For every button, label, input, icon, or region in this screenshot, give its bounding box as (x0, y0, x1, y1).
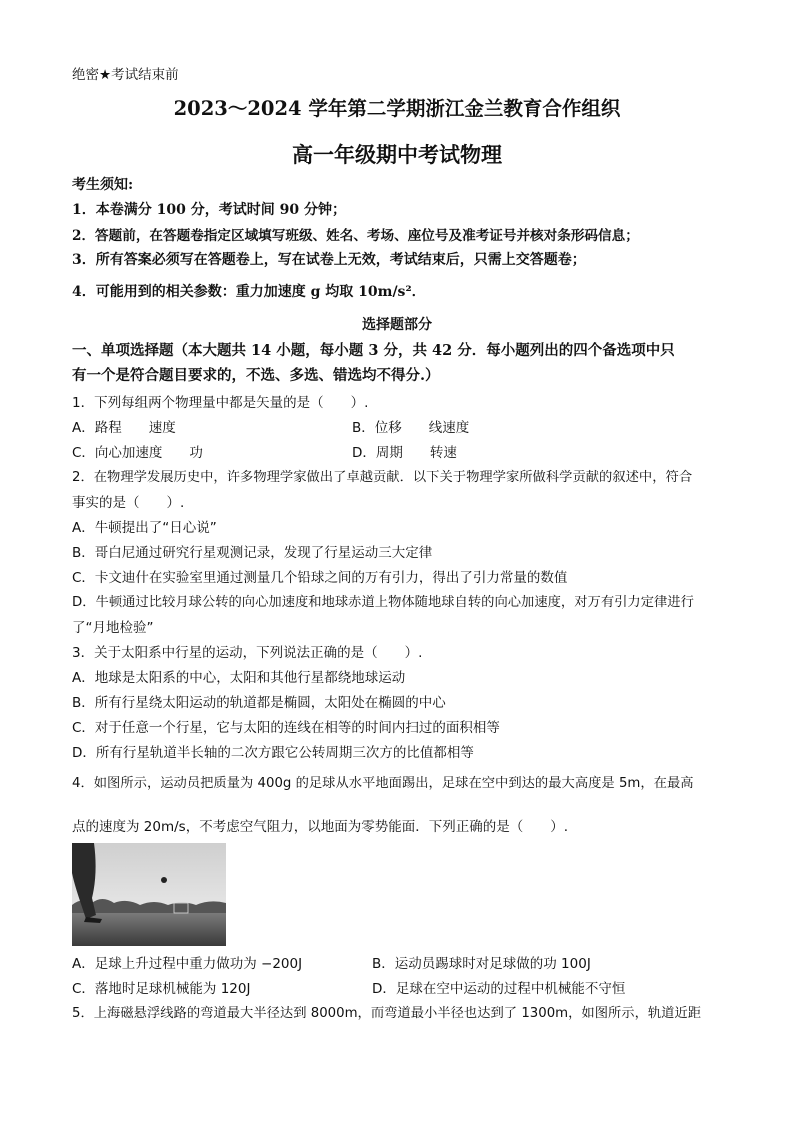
q1-option-a: A．路程 速度 (72, 420, 176, 436)
notice-item-3: 3．所有答案必须写在答题卷上，写在试卷上无效，考试结束后，只需上交答题卷； (72, 252, 586, 268)
notice-item-4: 4．可能用到的相关参数：重力加速度 g 均取 10m/s²． (72, 284, 426, 300)
q2-option-d-line1: D．牛顿通过比较月球公转的向心加速度和地球赤道上物体随地球自转的向心加速度，对万有引力定律进行 (72, 595, 694, 610)
football-kick-photo (72, 843, 226, 946)
q4-option-d: D．足球在空中运动的过程中机械能不守恒 (372, 981, 626, 997)
q2-option-d-line2: 了“月地检验” (72, 620, 154, 636)
part1-instructions-line2: 有一个是符合题目要求的，不选、多选、错选均不得分.） (72, 367, 440, 384)
q1-stem: 1．下列每组两个物理量中都是矢量的是（ ）. (72, 395, 369, 411)
q3-stem: 3．关于太阳系中行星的运动，下列说法正确的是（ ）. (72, 645, 423, 661)
q3-option-d: D．所有行星轨道半长轴的二次方跟它公转周期三次方的比值都相等 (72, 745, 474, 761)
exam-title-line2: 高一年级期中考试物理 (292, 142, 502, 167)
q4-stem-line2: 点的速度为 20m/s，不考虑空气阻力，以地面为零势能面．下列正确的是（ ）. (72, 819, 568, 835)
q3-option-b: B．所有行星绕太阳运动的轨道都是椭圆，太阳处在椭圆的中心 (72, 695, 446, 711)
q2-option-c: C．卡文迪什在实验室里通过测量几个铅球之间的万有引力，得出了引力常量的数值 (72, 570, 568, 586)
q4-stem-line1: 4．如图所示，运动员把质量为 400g 的足球从水平地面踢出，足球在空中到达的最大高度是 5m，在最高 (72, 776, 694, 791)
q1-option-c: C．向心加速度 功 (72, 445, 203, 461)
q5-stem: 5．上海磁悬浮线路的弯道最大半径达到 8000m，而弯道最小半径也达到了 1300m，如图所示，轨道近距 (72, 1006, 702, 1021)
q4-option-c: C．落地时足球机械能为 120J (72, 981, 251, 997)
q2-option-b: B．哥白尼通过研究行星观测记录，发现了行星运动三大定律 (72, 545, 433, 561)
q3-option-a: A．地球是太阳系的中心，太阳和其他行星都绕地球运动 (72, 670, 406, 686)
confidential-label: 绝密★考试结束前 (72, 67, 179, 83)
q4-option-a: A．足球上升过程中重力做功为 −200J (72, 956, 303, 972)
section-title: 选择题部分 (362, 317, 432, 333)
q2-stem-line1: 2．在物理学发展历史中，许多物理学家做出了卓越贡献．以下关于物理学家所做科学贡献的叙述中，符合 (72, 470, 693, 485)
q4-option-b: B．运动员踢球时对足球做的功 100J (372, 956, 591, 972)
q2-stem-line2: 事实的是（ ）. (72, 495, 185, 511)
notice-item-2: 2．答题前，在答题卷指定区域填写班级、姓名、考场、座位号及准考证号并核对条形码信息； (72, 228, 639, 244)
notice-heading: 考生须知: (72, 177, 134, 193)
notice-item-1: 1．本卷满分 100 分，考试时间 90 分钟； (72, 202, 346, 218)
part1-instructions-line1: 一、单项选择题（本大题共 14 小题，每小题 3 分，共 42 分．每小题列出的四个备选项中只 (72, 342, 675, 359)
q1-option-d: D．周期 转速 (352, 445, 457, 461)
q3-option-c: C．对于任意一个行星，它与太阳的连线在相等的时间内扫过的面积相等 (72, 720, 500, 736)
q1-option-b: B．位移 线速度 (352, 420, 470, 436)
exam-title-line1: 2023～2024 学年第二学期浙江金兰教育合作组织 (173, 97, 621, 120)
q2-option-a: A．牛顿提出了“日心说” (72, 520, 217, 536)
